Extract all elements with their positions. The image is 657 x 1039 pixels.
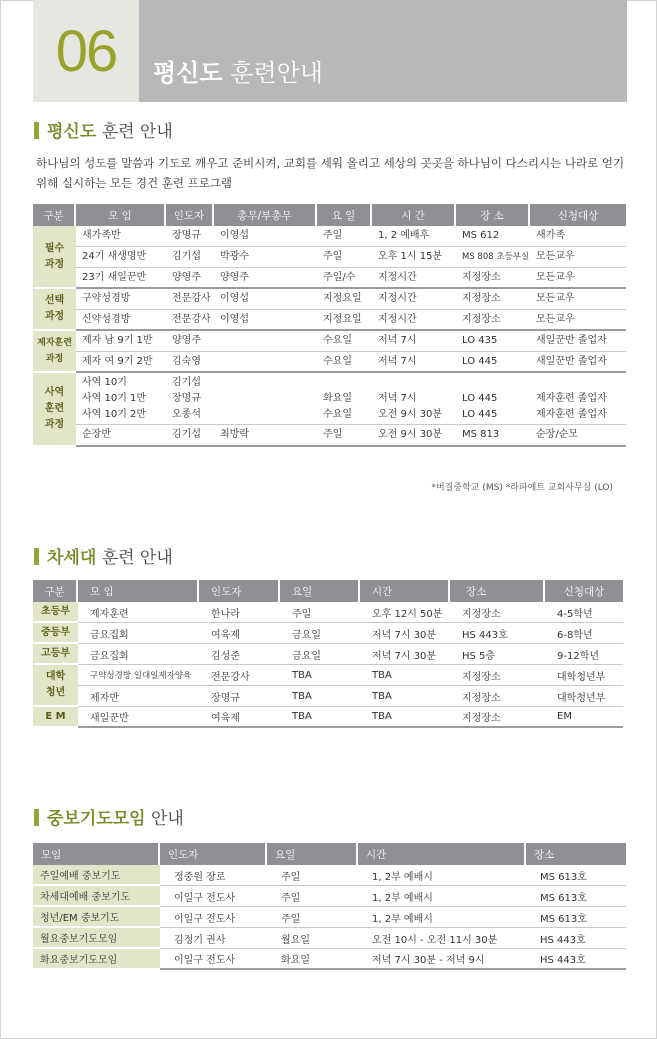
table-cell: 24기 새생명반 <box>76 247 166 268</box>
section-title-bold: 중보기도모임 <box>47 809 146 829</box>
table-cell: HS 443호 <box>450 623 545 644</box>
table-cell: 금요일 <box>280 644 360 665</box>
table-cell: 제자훈련 <box>78 602 199 623</box>
table-row <box>33 226 626 247</box>
column-header: 신청대상 <box>545 580 623 602</box>
table-cell: 저녁 7시 <box>372 331 456 352</box>
table-cell: 6-8학년 <box>545 623 623 644</box>
table-cell: 지정요일 <box>317 310 372 331</box>
table-cell: 이영섭 <box>214 289 317 310</box>
meeting-name-cell: 주일예배 중보기도 <box>33 865 160 886</box>
table-cell: 지정요일 <box>317 289 372 310</box>
table-cell: HS 443호 <box>526 928 626 949</box>
table-row <box>33 928 626 949</box>
table-cell: 양영주 <box>166 268 214 289</box>
table-cell: 김정기 권사 <box>160 928 267 949</box>
table-cell: 이일구 전도사 <box>160 886 267 907</box>
table-row <box>33 331 626 352</box>
table-cell: 순장/순모 <box>530 425 626 447</box>
section-title-intercession <box>34 808 184 830</box>
table-row <box>33 686 623 707</box>
table-cell: TBA <box>280 707 360 728</box>
table-cell: 1, 2부 예배시 <box>358 907 526 928</box>
column-header: 신청대상 <box>530 204 626 226</box>
table-cell: 김숙영 <box>166 352 214 373</box>
table-cell: 전문강사 <box>166 289 214 310</box>
column-header: 모 임 <box>76 204 166 226</box>
category-cell: E M <box>33 707 78 728</box>
table-cell: TBA <box>360 707 450 728</box>
table-cell: 지정시간 <box>372 268 456 289</box>
laity-training-rows <box>33 226 626 447</box>
table-cell: 주일 <box>267 865 358 886</box>
table-cell: 사역 10기 사역 10기 1반 사역 10기 2반 <box>76 373 166 425</box>
intercession-meeting-table <box>33 843 626 970</box>
table-cell: 4-5학년 <box>545 602 623 623</box>
column-header: 인도자 <box>160 843 267 865</box>
location-footnote: *버질중학교 (MS) *라파예트 교회사무실 (LO) <box>431 483 613 493</box>
table-cell: 새가족 <box>530 226 626 247</box>
chapter-number: 06 <box>55 19 117 84</box>
table-cell: 지정장소 <box>450 665 545 686</box>
section-title-laity <box>34 121 173 143</box>
meeting-name-cell: 차세대예배 중보기도 <box>33 886 160 907</box>
chapter-number-box <box>33 0 139 102</box>
table-cell: 모든교우 <box>530 247 626 268</box>
table-row <box>33 707 623 728</box>
table-cell: HS 443호 <box>526 949 626 970</box>
table-cell: 지정장소 <box>456 289 530 310</box>
table-cell: 대학청년부 <box>545 665 623 686</box>
table-cell: 주일 <box>267 886 358 907</box>
table-row <box>33 665 623 686</box>
section-title-bold: 차세대 <box>47 548 97 568</box>
table-cell: 제자훈련 졸업자 제자훈련 졸업자 <box>530 373 626 425</box>
laity-training-table <box>33 204 626 447</box>
table-row <box>33 425 626 447</box>
section-marker <box>34 809 39 826</box>
meeting-name-cell: 청년/EM 중보기도 <box>33 907 160 928</box>
table-cell: 지정장소 <box>450 686 545 707</box>
category-cell: 고등부 <box>33 644 78 665</box>
table-cell: 김성준 <box>199 644 280 665</box>
table-cell: TBA <box>280 665 360 686</box>
table-cell: 한나라 <box>199 602 280 623</box>
table-cell: 모든교우 <box>530 268 626 289</box>
table-cell: 이영섭 <box>214 226 317 247</box>
table-cell: TBA <box>280 686 360 707</box>
table-header-row <box>33 204 626 226</box>
table-row <box>33 289 626 310</box>
table-cell: TBA <box>360 686 450 707</box>
table-cell: 제자 남 9기 1반 <box>76 331 166 352</box>
next-gen-training-table <box>33 580 623 728</box>
table-cell: 주일 <box>280 602 360 623</box>
column-header: 요일 <box>280 580 360 602</box>
table-header-row <box>33 580 623 602</box>
table-cell: 양영주 <box>214 268 317 289</box>
column-header: 모 임 <box>78 580 199 602</box>
table-cell: 대학청년부 <box>545 686 623 707</box>
column-header: 장소 <box>526 843 626 865</box>
table-cell: 신약성경방 <box>76 310 166 331</box>
chapter-title-rest: 훈련안내 <box>230 59 323 87</box>
table-cell: MS 813 <box>456 425 530 447</box>
column-header: 시 간 <box>372 204 456 226</box>
table-cell: 새일꾼반 <box>78 707 199 728</box>
table-cell: 제자반 <box>78 686 199 707</box>
category-cell: 필수 과정 <box>33 226 76 289</box>
column-header: 요 일 <box>317 204 372 226</box>
column-header: 장소 <box>450 580 545 602</box>
table-cell: 김기섭 <box>166 425 214 447</box>
table-cell: 저녁 7시 오전 9시 30분 <box>372 373 456 425</box>
table-cell: 지정장소 <box>450 602 545 623</box>
table-row <box>33 623 623 644</box>
table-cell: 주일 <box>317 425 372 447</box>
table-cell: MS 613호 <box>526 865 626 886</box>
table-cell: 오후 12시 50분 <box>360 602 450 623</box>
table-cell: 수요일 <box>317 352 372 373</box>
intercession-meeting-rows <box>33 865 626 970</box>
table-cell: EM <box>545 707 623 728</box>
table-cell: MS 808 초등부실 <box>456 247 530 268</box>
meeting-name-cell: 화요중보기도모임 <box>33 949 160 970</box>
category-cell: 초등부 <box>33 602 78 623</box>
table-cell: 주일/수 <box>317 268 372 289</box>
column-header: 총무/부총무 <box>214 204 317 226</box>
chapter-title <box>153 58 323 88</box>
category-cell: 사역 훈련 과정 <box>33 373 76 447</box>
table-row <box>33 907 626 928</box>
table-cell: 여육제 <box>199 707 280 728</box>
table-cell: 오후 1시 15분 <box>372 247 456 268</box>
table-row <box>33 602 623 623</box>
table-cell: 새일꾼반 졸업자 <box>530 352 626 373</box>
table-cell <box>214 331 317 352</box>
table-cell: 금요일 <box>280 623 360 644</box>
category-cell: 중등부 <box>33 623 78 644</box>
table-cell: 지정장소 <box>456 310 530 331</box>
table-cell: 지정장소 <box>456 268 530 289</box>
table-cell: 오전 10시 - 오전 11시 30분 <box>358 928 526 949</box>
table-cell: MS 612 <box>456 226 530 247</box>
table-cell: 수요일 <box>317 331 372 352</box>
table-cell: 주일 <box>317 247 372 268</box>
table-cell: 주일 <box>267 907 358 928</box>
table-cell: 순장반 <box>76 425 166 447</box>
table-cell: 이일구 전도사 <box>160 907 267 928</box>
table-row <box>33 352 626 373</box>
table-cell: 저녁 7시 30분 <box>360 623 450 644</box>
category-cell: 대학 청년 <box>33 665 78 707</box>
table-cell: 금요집회 <box>78 644 199 665</box>
table-row <box>33 268 626 289</box>
table-cell: 지정시간 <box>372 310 456 331</box>
table-cell: 이일구 전도사 <box>160 949 267 970</box>
table-cell: HS 5층 <box>450 644 545 665</box>
section-marker <box>34 548 39 565</box>
table-cell: 지정시간 <box>372 289 456 310</box>
section-title-bold: 평신도 <box>47 122 97 142</box>
table-cell: 1, 2부 예배시 <box>358 865 526 886</box>
table-cell: 금요집회 <box>78 623 199 644</box>
table-cell: 저녁 7시 <box>372 352 456 373</box>
table-cell: 김기섭 <box>166 247 214 268</box>
table-cell: 9-12학년 <box>545 644 623 665</box>
table-cell: 여육제 <box>199 623 280 644</box>
table-cell: 화요일 수요일 <box>317 373 372 425</box>
table-cell: 전문강사 <box>199 665 280 686</box>
table-cell: 양영주 <box>166 331 214 352</box>
table-row <box>33 247 626 268</box>
table-cell: LO 445 LO 445 <box>456 373 530 425</box>
table-cell: 박광수 <box>214 247 317 268</box>
table-row <box>33 310 626 331</box>
chapter-title-bold: 평신도 <box>153 59 223 87</box>
column-header: 모임 <box>33 843 160 865</box>
table-row <box>33 886 626 907</box>
table-cell: 구약성경방 <box>76 289 166 310</box>
chapter-header <box>33 0 627 102</box>
table-cell: 1, 2 예배후 <box>372 226 456 247</box>
table-cell: 주일 <box>317 226 372 247</box>
table-cell: 제자 여 9기 2반 <box>76 352 166 373</box>
section-marker <box>34 122 39 139</box>
table-cell: MS 613호 <box>526 886 626 907</box>
table-cell: 이영섭 <box>214 310 317 331</box>
table-cell: 모든교우 <box>530 310 626 331</box>
section-title-rest: 훈련 안내 <box>101 122 173 142</box>
table-cell: 23기 새일꾼반 <box>76 268 166 289</box>
column-header: 구분 <box>33 580 78 602</box>
table-cell: 장명규 <box>166 226 214 247</box>
table-cell: 새일꾼반 졸업자 <box>530 331 626 352</box>
section-intro: 하나님의 성도를 말씀과 기도로 깨우고 준비시켜, 교회를 세워 올리고 세상의 곳곳을 하나님이 다스리시는 나라로 얻기 위해 실시하는 모든 경건 훈련 프로그램 <box>36 156 625 190</box>
table-row <box>33 644 623 665</box>
section-title-rest: 안내 <box>150 809 184 829</box>
table-cell: 지정장소 <box>450 707 545 728</box>
table-cell: 화요일 <box>267 949 358 970</box>
column-header: 시간 <box>360 580 450 602</box>
table-row <box>33 865 626 886</box>
table-cell: LO 435 <box>456 331 530 352</box>
column-header: 인도자 <box>166 204 214 226</box>
table-cell: 모든교우 <box>530 289 626 310</box>
table-cell: 장명규 <box>199 686 280 707</box>
table-cell <box>214 352 317 373</box>
table-cell: 저녁 7시 30분 <box>360 644 450 665</box>
table-cell: MS 613호 <box>526 907 626 928</box>
table-cell: 구약성경방 일대일제자양육 <box>78 665 199 686</box>
table-cell: 1, 2부 예배시 <box>358 886 526 907</box>
table-cell: 최방락 <box>214 425 317 447</box>
table-header-row <box>33 843 626 865</box>
category-cell: 제자훈련 과정 <box>33 331 76 373</box>
table-cell: 오전 9시 30분 <box>372 425 456 447</box>
table-cell: 김기섭 장명규 오종석 <box>166 373 214 425</box>
table-cell: TBA <box>360 665 450 686</box>
section-title-next-gen <box>34 547 173 569</box>
column-header: 인도자 <box>199 580 280 602</box>
table-row <box>33 949 626 970</box>
table-row <box>33 373 626 425</box>
table-cell: 전문강사 <box>166 310 214 331</box>
meeting-name-cell: 월요중보기도모임 <box>33 928 160 949</box>
table-cell: 저녁 7시 30분 - 저녁 9시 <box>358 949 526 970</box>
table-cell <box>214 373 317 425</box>
column-header: 구분 <box>33 204 76 226</box>
table-cell: LO 445 <box>456 352 530 373</box>
category-cell: 선택 과정 <box>33 289 76 331</box>
column-header: 시간 <box>358 843 526 865</box>
table-cell: 정중원 장로 <box>160 865 267 886</box>
column-header: 요일 <box>267 843 358 865</box>
table-cell: 월요일 <box>267 928 358 949</box>
table-cell: 새가족반 <box>76 226 166 247</box>
next-gen-training-rows <box>33 602 623 728</box>
section-title-rest: 훈련 안내 <box>101 548 173 568</box>
column-header: 장 소 <box>456 204 530 226</box>
